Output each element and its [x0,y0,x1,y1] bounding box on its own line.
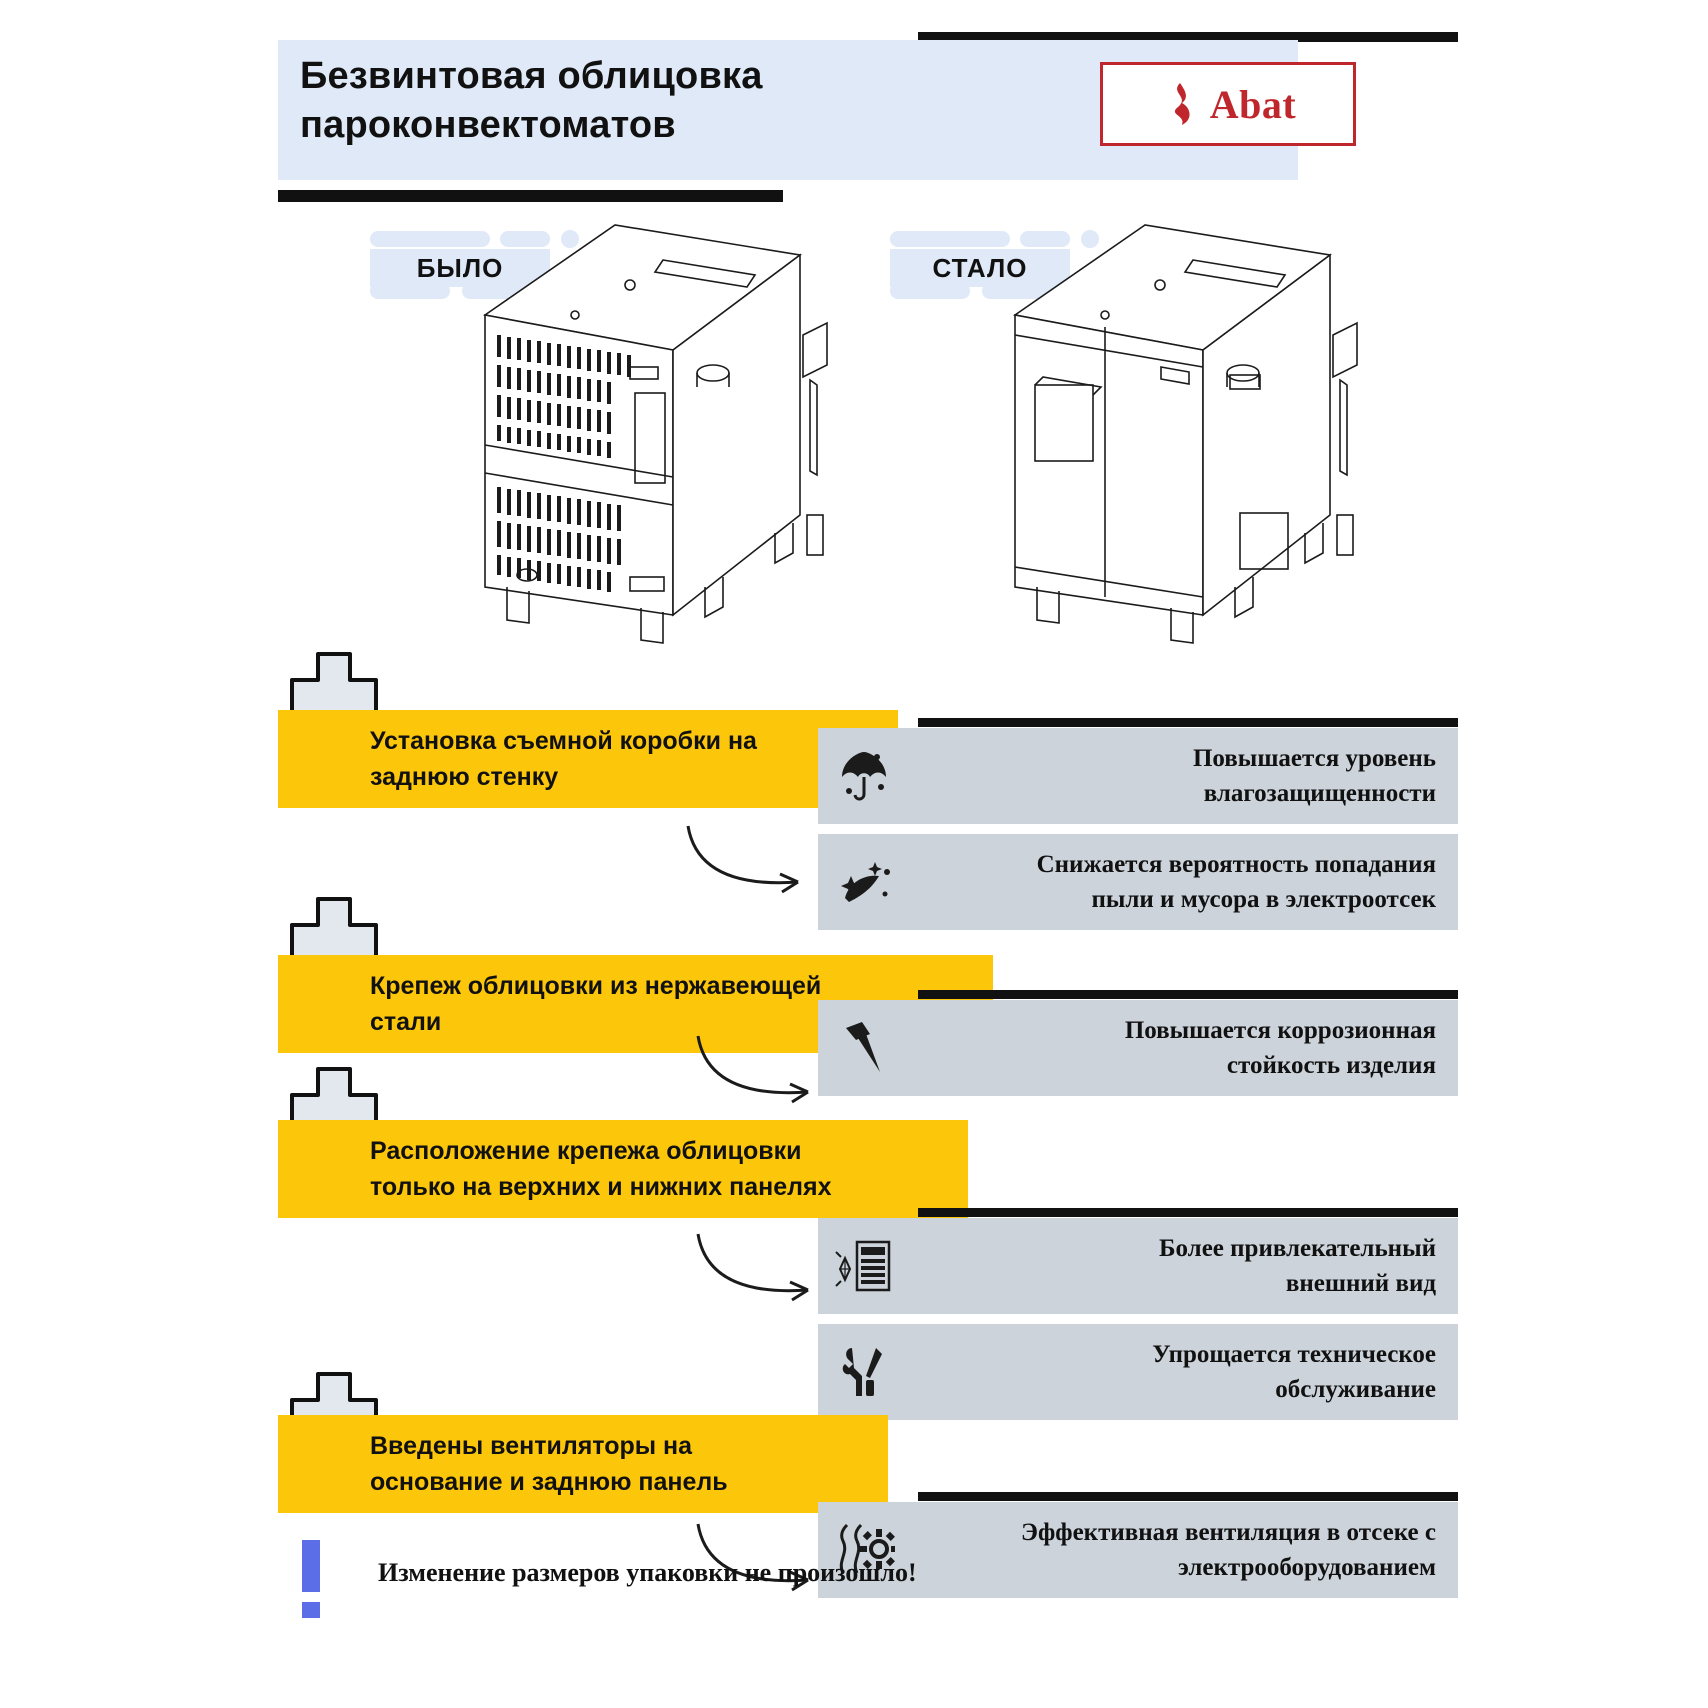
feature-4-text: Введены вентиляторы на основание и заднюю панель [370,1431,728,1496]
feature-1-banner [278,710,898,808]
benefit-2-1 [818,1000,1458,1096]
benefit-rule [918,1492,1458,1501]
shiny-cabinet-icon [818,1218,910,1314]
page-title [300,52,1000,149]
steam-oven-after-diagram [985,215,1375,665]
logo-text: Abat [1209,81,1297,127]
feature-3-text: Расположение крепежа облицовки только на верхних и нижних панелях [370,1136,832,1201]
abat-flame-icon [1160,81,1200,127]
brand-logo [1100,62,1356,146]
dust-cleaning-icon [818,834,910,930]
footer-note: Изменение размеров упаковки не произошло! [378,1558,917,1587]
page-title-line2: пароконвектоматов [300,103,676,146]
flow-arrow [690,1030,830,1110]
feature-2-text: Крепеж облицовки из нержавеющей стали [370,971,822,1036]
benefit-1-1 [818,728,1458,824]
flow-arrow [680,820,820,900]
benefit-3-1 [818,1218,1458,1314]
benefit-1-1-text: Повышается уровень влагозащищенности [1192,745,1436,807]
feature-1-text: Установка съемной коробки на заднюю стенку [370,726,757,791]
page-title-line1: Безвинтовая облицовка [300,55,763,97]
benefit-rule [918,990,1458,999]
exclamation-icon [302,1540,320,1618]
feature-4-banner [278,1415,888,1513]
flow-arrow [690,1228,830,1308]
before-label: БЫЛО [370,249,550,287]
header-rule-bottom [278,190,783,202]
benefit-1-2 [818,834,1458,930]
benefit-3-2-text: Упрощается техническое обслуживание [1152,1341,1436,1403]
benefit-rule [918,1208,1458,1217]
benefit-2-1-text: Повышается коррозионная стойкость изделия [1124,1017,1436,1079]
benefit-4-1-text: Эффективная вентиляция в отсеке с электрооборудованием [1021,1519,1436,1581]
benefit-rule [918,718,1458,727]
after-label: СТАЛО [890,249,1070,287]
steam-oven-before-diagram [455,215,845,665]
benefit-3-2 [818,1324,1458,1420]
benefit-1-2-text: Снижается вероятность попадания пыли и мусора в электроотсек [1036,851,1436,913]
feature-3-banner [278,1120,968,1218]
umbrella-rain-icon [818,728,910,824]
benefit-3-1-text: Более привлекательный внешний вид [1158,1235,1436,1297]
wrench-screwdriver-icon [818,1324,910,1420]
nail-icon [818,1000,910,1096]
